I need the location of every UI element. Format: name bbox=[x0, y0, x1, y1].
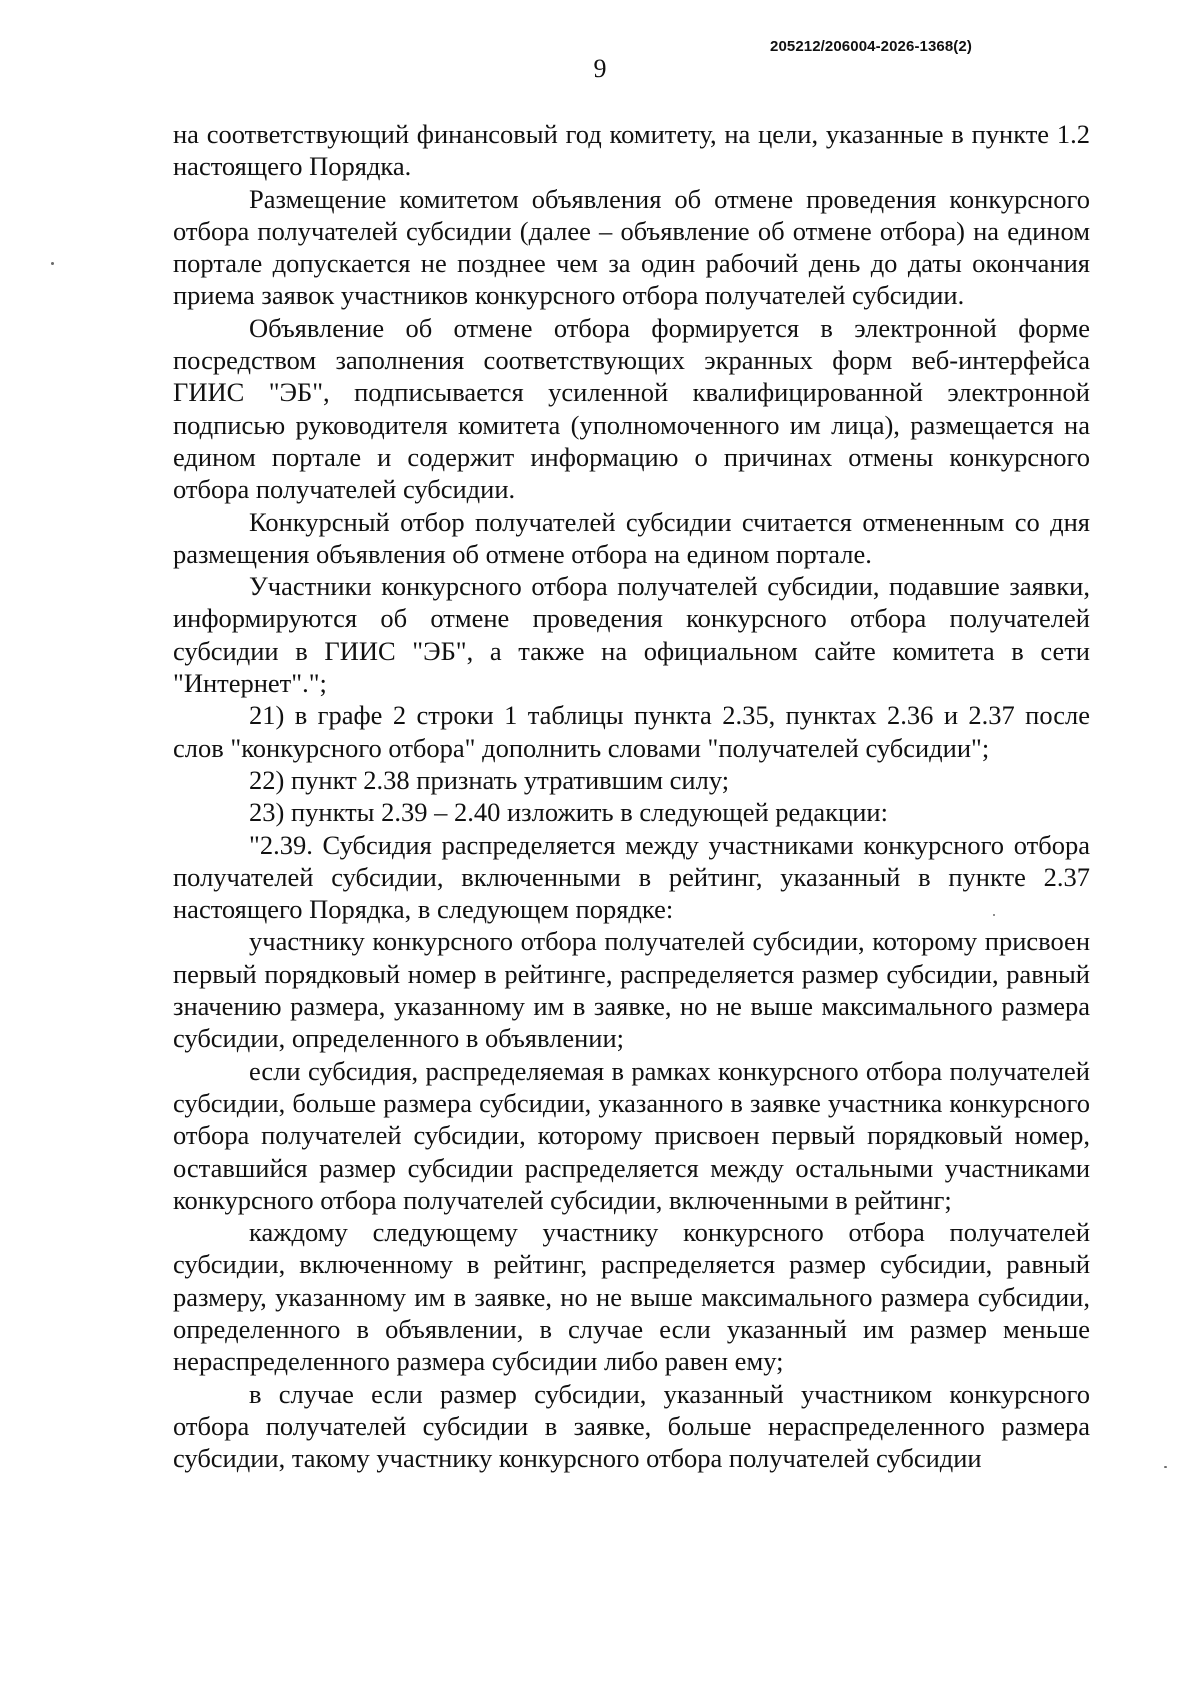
paragraph-clause-2-39: "2.39. Субсидия распределяется между участниками конкурсного отбора получателей субсидии, включенными в рейтинг, указанный в пункте 2.37 настоящего Порядка, в следующем порядке: bbox=[173, 829, 1090, 925]
paragraph-subsidy-exceeds: в случае если размер субсидии, указанный участником конкурсного отбора получателей субсидии в заявке, больше нераспределенного размера субсидии, такому участнику конкурсного отбора получателей субсидии bbox=[173, 1378, 1090, 1474]
paragraph-continuation: на соответствующий финансовый год комитету, на цели, указанные в пункте 1.2 настоящего Порядка. bbox=[173, 119, 1090, 182]
paragraph-cancellation-notice-placement: Размещение комитетом объявления об отмене проведения конкурсного отбора получателей субсидии (далее – объявление об отмене отбора) на едином портале допускается не позднее чем за один рабочий день до даты окончания приема заявок участников конкурсного отбора получателей субсидии. bbox=[173, 183, 1090, 311]
scan-speck bbox=[1164, 1466, 1167, 1468]
paragraph-item-22: 22) пункт 2.38 признать утратившим силу; bbox=[249, 764, 730, 795]
paragraph-first-participant: участнику конкурсного отбора получателей субсидии, которому присвоен первый порядковый номер в рейтинге, распределяется размер субсидии, равный значению размера, указанному им в заявке, но не выше максимального размера субсидии, определенного в объявлении; bbox=[173, 926, 1090, 1054]
paragraph-each-next-participant: каждому следующему участнику конкурсного отбора получателей субсидии, включенному в рейтинг, распределяется размер субсидии, равный размеру, указанному им в заявке, но не выше максимального размера субсидии, определенного в объявлении, в случае если указанный им размер меньше нераспределенного размера субсидии либо равен ему; bbox=[173, 1217, 1090, 1377]
document-body bbox=[173, 118, 1090, 1474]
paragraph-cancellation-notice-form: Объявление об отмене отбора формируется в электронной форме посредством заполнения соответствующих экранных форм веб-интерфейса ГИИС "ЭБ", подписывается усиленной квалифицированной электронной подписью руководителя комитета (уполномоченного им лица), размещается на едином портале и содержит информацию о причинах отмены конкурсного отбора получателей субсидии. bbox=[173, 312, 1090, 505]
scan-speck bbox=[993, 914, 995, 916]
paragraph-participants-informed: Участники конкурсного отбора получателей субсидии, подавшие заявки, информируются об отмене проведения конкурсного отбора получателей субсидии в ГИИС "ЭБ", а также на официальном сайте комитета в сети "Интернет"."; bbox=[173, 571, 1090, 699]
document-registration-code: 205212/206004-2026-1368(2) bbox=[770, 38, 972, 55]
paragraph-item-23: 23) пункты 2.39 – 2.40 изложить в следующей редакции: bbox=[249, 797, 888, 828]
scan-speck bbox=[51, 262, 54, 265]
paragraph-item-21: 21) в графе 2 строки 1 таблицы пункта 2.35, пунктах 2.36 и 2.37 после слов "конкурсного отбора" дополнить словами "получателей субсидии"; bbox=[173, 700, 1090, 763]
page-number: 9 bbox=[593, 54, 607, 83]
paragraph-remaining-subsidy: если субсидия, распределяемая в рамках конкурсного отбора получателей субсидии, больше размера субсидии, указанного в заявке участника конкурсного отбора получателей субсидии, которому присвоен первый порядковый номер, оставшийся размер субсидии распределяется между остальными участниками конкурсного отбора получателей субсидии, включенными в рейтинг; bbox=[173, 1055, 1090, 1215]
paragraph-selection-cancelled: Конкурсный отбор получателей субсидии считается отмененным со дня размещения объявления об отмене отбора на едином портале. bbox=[173, 506, 1090, 569]
